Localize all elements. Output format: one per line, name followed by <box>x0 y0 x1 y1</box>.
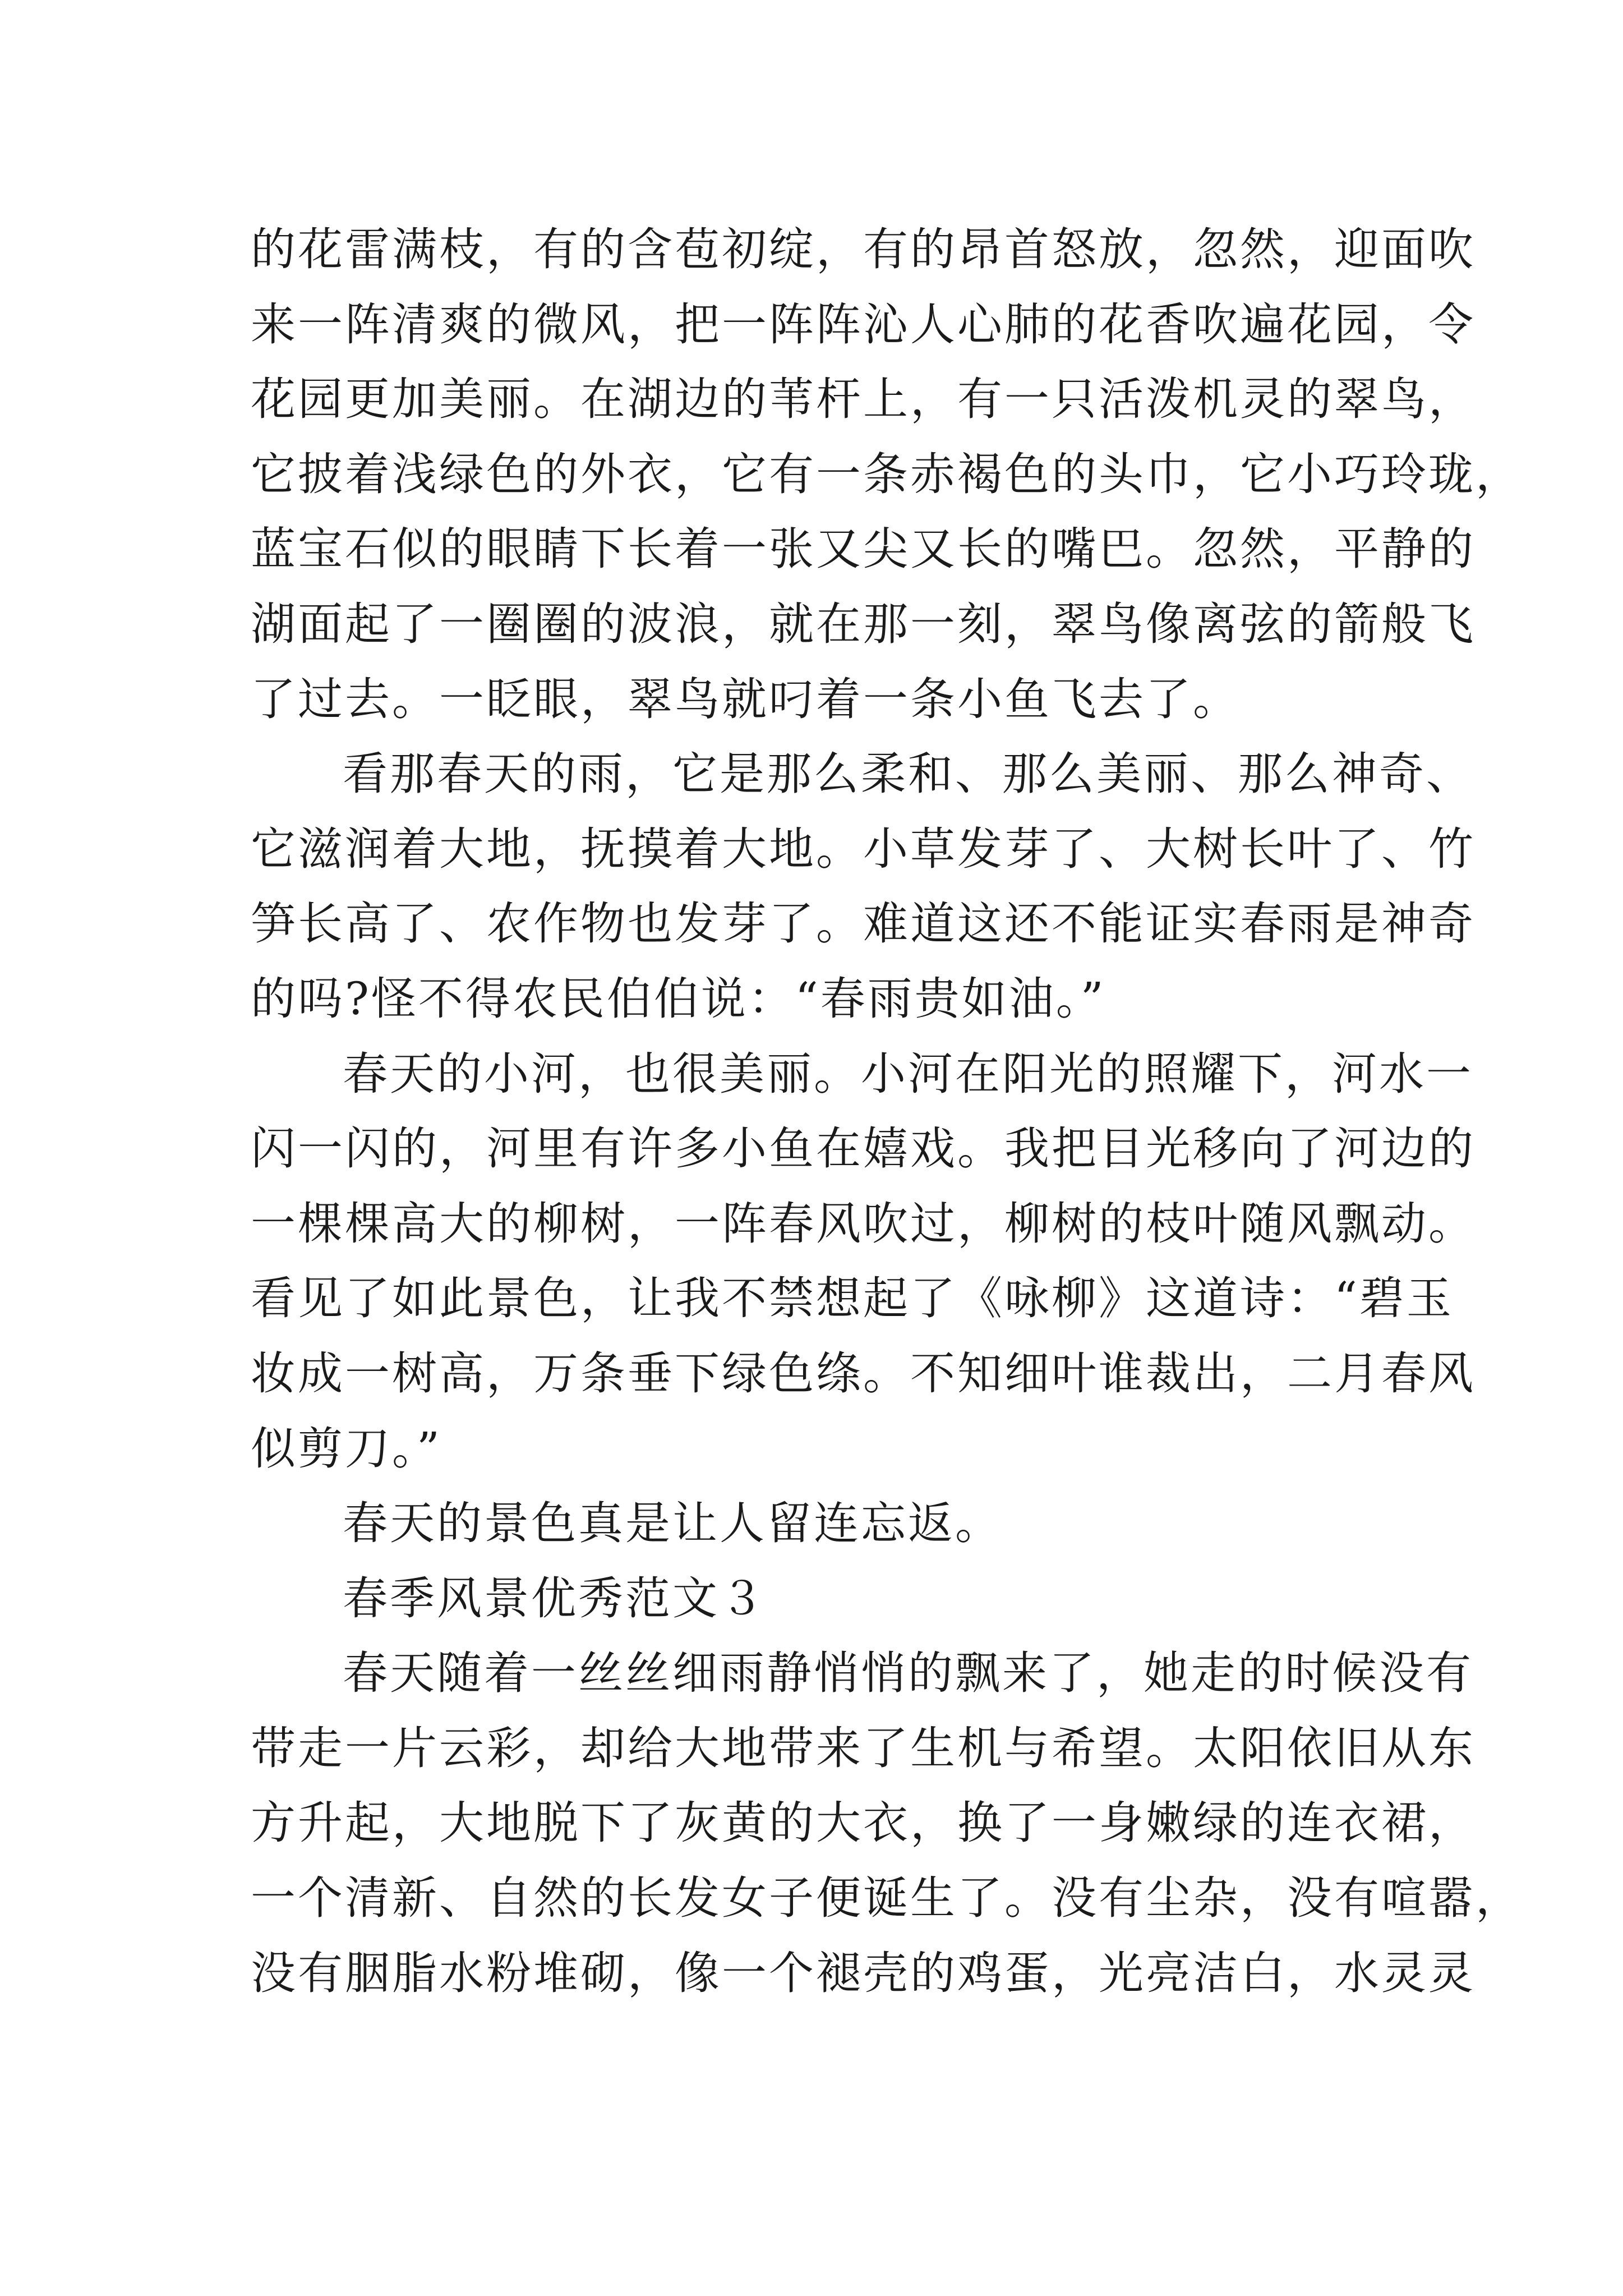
text-line: 没有胭脂水粉堆砌，像一个褪壳的鸡蛋，光亮洁白，水灵灵 <box>251 1947 1476 1999</box>
paragraph-first-line: 看那春天的雨，它是那么柔和、那么美丽、那么神奇、 <box>343 748 1473 800</box>
text-line: 笋长高了、农作物也发芽了。难道这还不能证实春雨是神奇 <box>251 898 1476 950</box>
text-line: 花园更加美丽。在湖边的苇杆上，有一只活泼机灵的翠鸟， <box>251 373 1476 426</box>
text-line: 的花雷满枝，有的含苞初绽，有的昂首怒放，忽然，迎面吹 <box>251 223 1476 275</box>
paragraph-first-line: 春天随着一丝丝细雨静悄悄的飘来了，她走的时候没有 <box>343 1647 1473 1700</box>
text-line: 方升起，大地脱下了灰黄的大衣，换了一身嫩绿的连衣裙， <box>251 1797 1476 1849</box>
text-line: 妆成一树高，万条垂下绿色绦。不知细叶谁裁出，二月春风 <box>251 1347 1476 1400</box>
text-line: 了过去。一眨眼，翠鸟就叼着一条小鱼飞去了。 <box>251 673 1240 725</box>
paragraph-first-line: 春天的小河，也很美丽。小河在阳光的照耀下，河水一 <box>343 1047 1473 1100</box>
text-line: 它滋润着大地，抚摸着大地。小草发芽了、大树长叶了、竹 <box>251 822 1476 875</box>
text-line: 来一阵清爽的微风，把一阵阵沁人心肺的花香吹遍花园，令 <box>251 298 1476 351</box>
text-line: 蓝宝石似的眼睛下长着一张又尖又长的嘴巴。忽然，平静的 <box>251 523 1476 576</box>
text-line: 湖面起了一圈圈的波浪，就在那一刻，翠鸟像离弦的箭般飞 <box>251 597 1476 650</box>
text-line: 一棵棵高大的柳树，一阵春风吹过，柳树的枝叶随风飘动。 <box>251 1197 1476 1250</box>
text-line: 看见了如此景色，让我不禁想起了《咏柳》这道诗：“碧玉 <box>251 1272 1454 1325</box>
text-line: 带走一片云彩，却给大地带来了生机与希望。太阳依旧从东 <box>251 1722 1476 1774</box>
text-line: 似剪刀。” <box>251 1422 442 1475</box>
text-line: 的吗?怪不得农民伯伯说：“春雨贵如油。” <box>251 972 1106 1025</box>
text-line: 一个清新、自然的长发女子便诞生了。没有尘杂，没有喧嚣， <box>251 1872 1523 1925</box>
document-body <box>251 212 1523 2010</box>
section-heading: 春季风景优秀范文３ <box>343 1572 767 1625</box>
paragraph-first-line: 春天的景色真是让人留连忘返。 <box>343 1497 1002 1550</box>
text-line: 闪一闪的，河里有许多小鱼在嬉戏。我把目光移向了河边的 <box>251 1122 1476 1175</box>
text-line: 它披着浅绿色的外衣，它有一条赤褐色的头巾，它小巧玲珑， <box>251 448 1523 500</box>
